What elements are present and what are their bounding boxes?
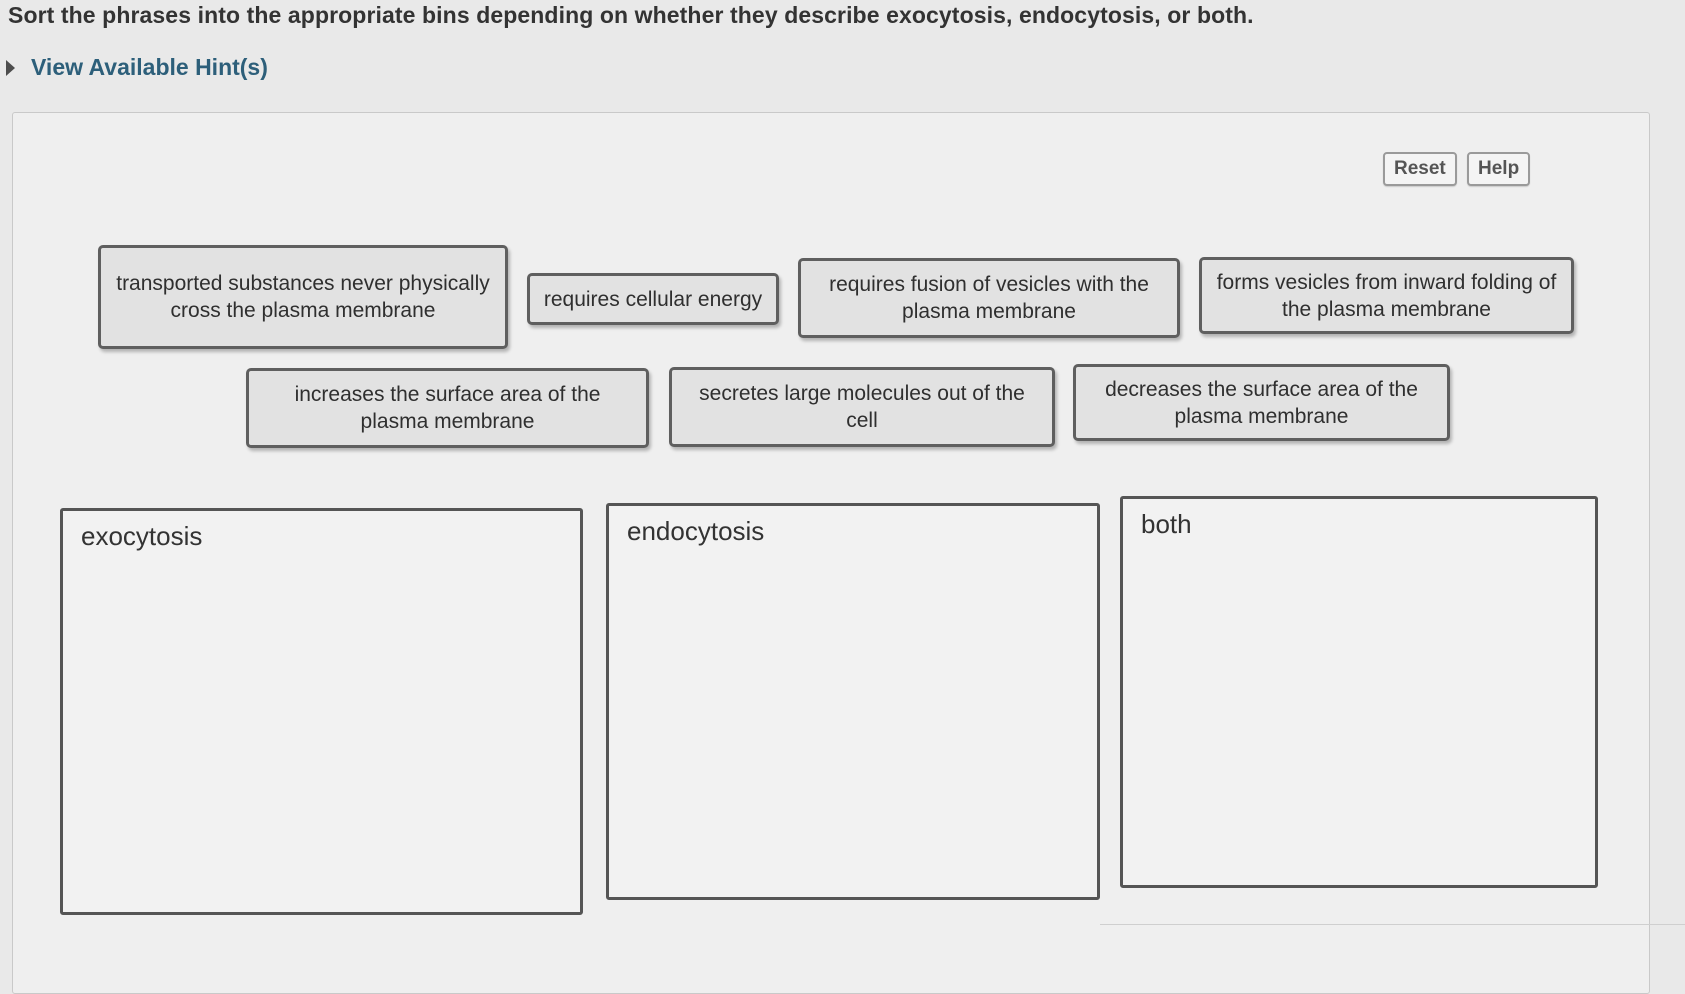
view-hints-toggle[interactable] — [6, 54, 268, 81]
bin-exocytosis[interactable] — [60, 508, 583, 915]
caret-right-icon — [6, 60, 15, 76]
reset-button[interactable]: Reset — [1383, 152, 1457, 186]
bin-label: endocytosis — [627, 516, 765, 546]
bin-label: both — [1141, 509, 1192, 539]
phrase-chip[interactable]: forms vesicles from inward folding of the plasma membrane — [1199, 257, 1574, 334]
phrase-chip[interactable]: requires fusion of vesicles with the plasma membrane — [798, 258, 1180, 338]
bin-label: exocytosis — [81, 521, 203, 551]
divider — [1100, 924, 1685, 925]
phrase-chip[interactable]: decreases the surface area of the plasma membrane — [1073, 364, 1450, 441]
phrase-chip[interactable]: increases the surface area of the plasma membrane — [246, 368, 649, 448]
phrase-chip[interactable]: transported substances never physically cross the plasma membrane — [98, 245, 508, 349]
view-hints-link[interactable]: View Available Hint(s) — [31, 54, 268, 80]
phrase-chip[interactable]: requires cellular energy — [527, 273, 779, 325]
help-button[interactable]: Help — [1467, 152, 1530, 186]
phrase-chip[interactable]: secretes large molecules out of the cell — [669, 367, 1055, 447]
bin-endocytosis[interactable] — [606, 503, 1100, 900]
bin-both[interactable] — [1120, 496, 1598, 888]
instructions-text: Sort the phrases into the appropriate bins depending on whether they describe exocytosis, endocytosis, or both. — [8, 2, 1254, 28]
